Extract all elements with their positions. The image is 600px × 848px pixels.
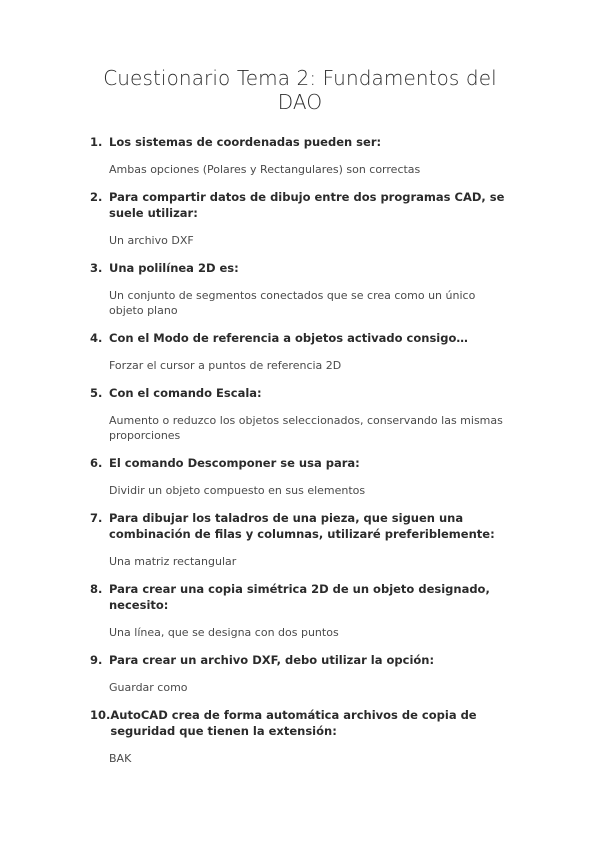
question-line	[90, 385, 510, 401]
question-number: 1.	[90, 135, 103, 149]
question-item	[90, 707, 510, 766]
question-number: 10.	[90, 708, 111, 722]
question-list	[90, 134, 510, 766]
question-text: El comando Descomponer se usa para:	[109, 456, 360, 470]
answer-text: Forzar el cursor a puntos de referencia 2D	[109, 359, 342, 372]
question-line	[90, 455, 510, 471]
answer-text: Dividir un objeto compuesto en sus elementos	[109, 484, 366, 497]
question-line	[90, 260, 510, 276]
question-text: Para compartir datos de dibujo entre dos programas CAD, se suele utilizar:	[109, 190, 505, 220]
question-line	[90, 510, 510, 542]
question-line	[90, 189, 510, 221]
page-title: Cuestionario Tema 2: Fundamentos del DAO	[103, 66, 497, 114]
question-number: 3.	[90, 261, 103, 275]
question-line	[90, 581, 510, 613]
question-item	[90, 385, 510, 455]
question-number: 5.	[90, 386, 103, 400]
question-text: Con el Modo de referencia a objetos activado consigo…	[109, 331, 468, 345]
answer-text: Ambas opciones (Polares y Rectangulares) son correctas	[109, 163, 421, 176]
question-text: Con el comando Escala:	[109, 386, 262, 400]
question-number: 9.	[90, 653, 103, 667]
question-text: Los sistemas de coordenadas pueden ser:	[109, 135, 382, 149]
question-item	[90, 260, 510, 330]
question-line	[90, 707, 510, 739]
question-number: 2.	[90, 190, 103, 204]
answer-text: Una matriz rectangular	[109, 555, 237, 568]
question-item	[90, 330, 510, 385]
answer-text: Un conjunto de segmentos conectados que se crea como un único objeto plano	[109, 289, 476, 317]
question-item	[90, 652, 510, 707]
question-line	[90, 134, 510, 150]
question-number: 4.	[90, 331, 103, 345]
question-text: Una polilínea 2D es:	[109, 261, 239, 275]
answer-text: Aumento o reduzco los objetos seleccionados, conservando las mismas proporciones	[109, 414, 503, 442]
answer-text: Guardar como	[109, 681, 188, 694]
question-text: Para dibujar los taladros de una pieza, que siguen una combinación de filas y columnas, utilizaré preferiblemente:	[109, 511, 495, 541]
question-item	[90, 134, 510, 189]
question-item	[90, 581, 510, 652]
question-line	[90, 652, 510, 668]
answer-text: BAK	[109, 752, 132, 765]
question-item	[90, 510, 510, 581]
question-text: AutoCAD crea de forma automática archivos de copia de seguridad que tienen la extensión:	[110, 708, 477, 738]
question-number: 8.	[90, 582, 103, 596]
question-line	[90, 330, 510, 346]
answer-text: Una línea, que se designa con dos puntos	[109, 626, 339, 639]
question-text: Para crear un archivo DXF, debo utilizar la opción:	[109, 653, 435, 667]
question-item	[90, 189, 510, 260]
question-text: Para crear una copia simétrica 2D de un objeto designado, necesito:	[109, 582, 490, 612]
question-number: 6.	[90, 456, 103, 470]
answer-text: Un archivo DXF	[109, 234, 194, 247]
question-item	[90, 455, 510, 510]
question-number: 7.	[90, 511, 103, 525]
